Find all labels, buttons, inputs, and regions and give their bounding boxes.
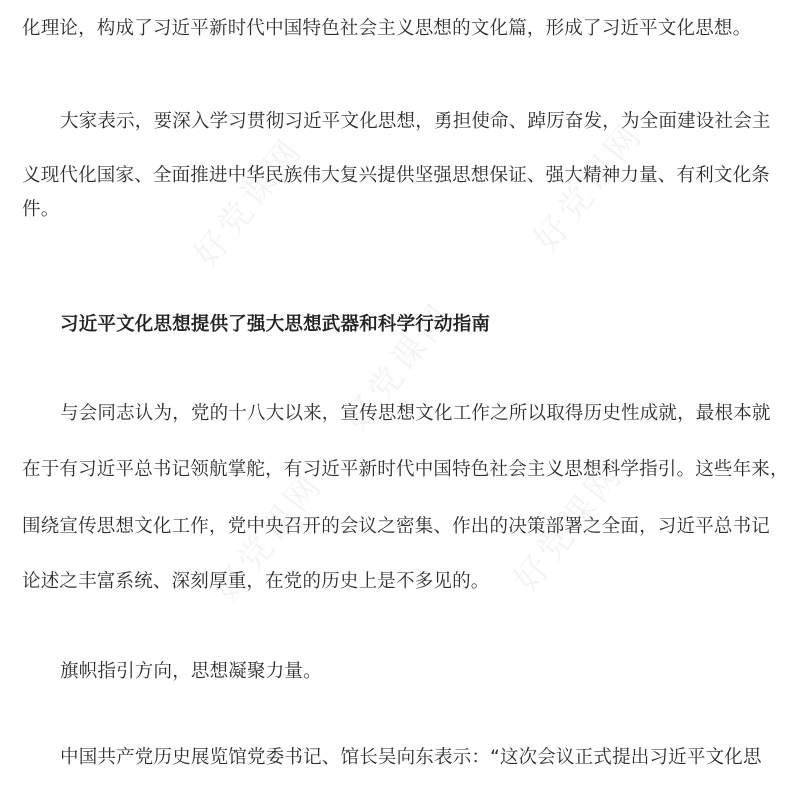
paragraph-line: 围绕宣传思想文化工作，党中央召开的会议之密集、作出的决策部署之全面，习近平总书记 <box>22 516 771 537</box>
paragraph-line: 件。 <box>22 199 60 220</box>
paragraph-line: 论述之丰富系统、深刻厚重，在党的历史上是不多见的。 <box>22 571 490 592</box>
paragraph-line: 大家表示，要深入学习贯彻习近平文化思想，勇担使命、踔厉奋发，为全面建设社会主 <box>60 111 771 132</box>
paragraph-line: 化理论，构成了习近平新时代中国特色社会主义思想的文化篇，形成了习近平文化思想。 <box>22 18 752 39</box>
paragraph-line: 在于有习近平总书记领航掌舵，有习近平新时代中国特色社会主义思想科学指引。这些年来， <box>22 459 789 480</box>
paragraph-line: 旗帜指引方向，思想凝聚力量。 <box>60 661 322 682</box>
section-heading: 习近平文化思想提供了强大思想武器和科学行动指南 <box>60 314 491 335</box>
paragraph-line: 中国共产党历史展览馆党委书记、馆长吴向东表示：“这次会议正式提出习近平文化思 <box>60 747 762 768</box>
paragraph-line: 与会同志认为，党的十八大以来，宣传思想文化工作之所以取得历史性成就，最根本就 <box>60 403 771 424</box>
paragraph-line: 义现代化国家、全面推进中华民族伟大复兴提供坚强思想保证、强大精神力量、有利文化条 <box>22 165 771 186</box>
